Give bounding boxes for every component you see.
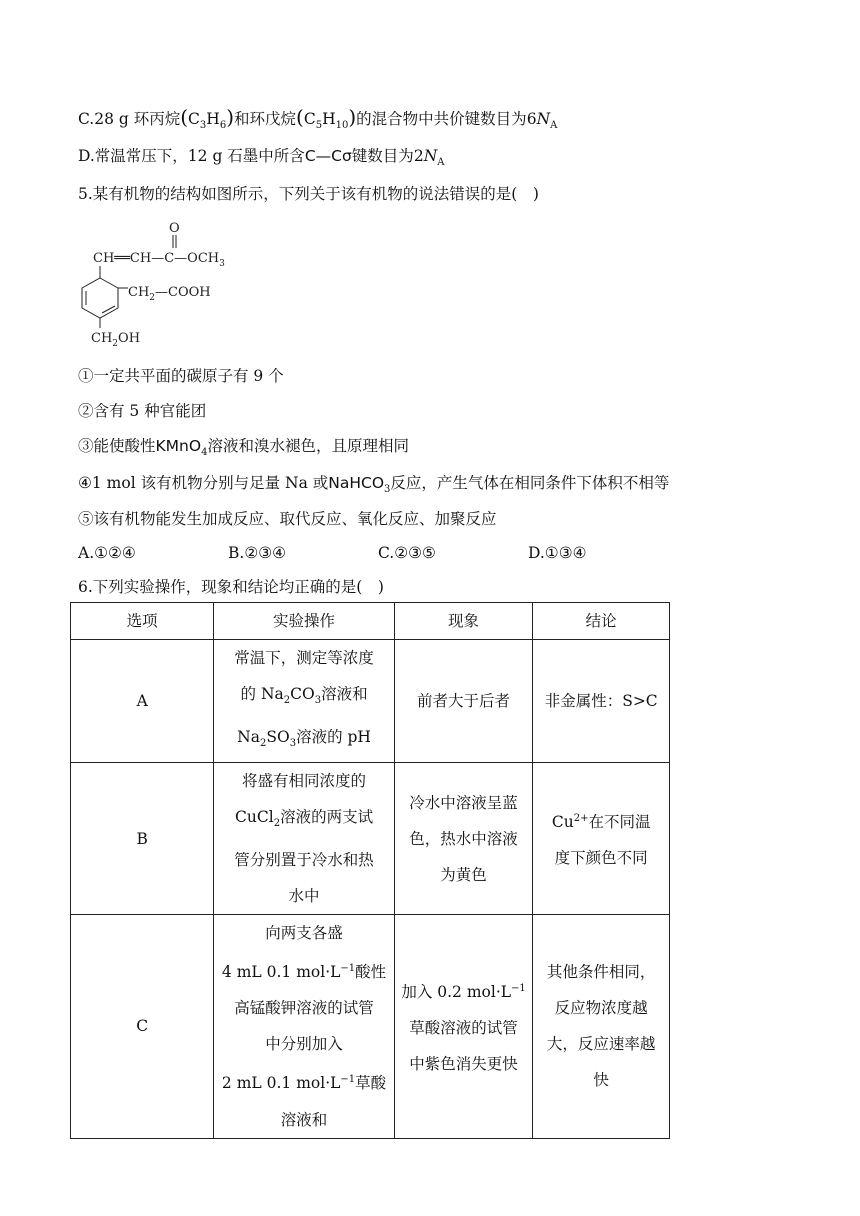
header-operation: 实验操作 <box>214 603 394 640</box>
choice-d[interactable]: D.①③④ <box>528 544 587 562</box>
sub: A <box>550 120 558 132</box>
row-c-option: C <box>71 915 214 1138</box>
option-c-text-c: 的混合物中共价键数目为 <box>356 110 527 128</box>
experiment-table <box>70 602 670 1139</box>
table-row <box>71 640 670 763</box>
number: 6 <box>526 110 537 128</box>
choice-b[interactable]: B.②③④ <box>228 544 287 562</box>
side-chain: $CH_2—COOH$ <box>128 285 211 303</box>
row-b-conclusion: $Cu^{2+}$在不同温 度下颜色不同 <box>533 763 670 915</box>
header-option: 选项 <box>71 603 214 640</box>
sub: 3 <box>199 120 207 132</box>
header-conclusion: 结论 <box>533 603 670 640</box>
question-6-stem: 6.下列实验操作，现象和结论均正确的是( ) <box>78 578 384 596</box>
statement-2: ②含有 5 种官能团 <box>78 402 207 420</box>
row-c-operation: 向两支各盛 4 mL 0.1 $mol\cdot L^{-1}$酸性 高锰酸钾溶液的试管 中分别加入 2 mL 0.1 $mol\cdot L^{-1}$草酸 溶液和 <box>214 915 394 1138</box>
sub: 5 <box>315 120 323 132</box>
row-a-phenomenon: 前者大于后者 <box>394 640 533 763</box>
carbonyl-o: O <box>169 221 180 236</box>
row-c-phenomenon: 加入 0.2 $mol\cdot L^{-1}$ 草酸溶液的试管 中紫色消失更快 <box>394 915 533 1138</box>
row-b-option: B <box>71 763 214 915</box>
statement-3: ③能使酸性KMnO$_4$溶液和溴水褪色，且原理相同 <box>78 437 409 459</box>
question-5-stem: 5.某有机物的结构如图所示，下列关于该有机物的说法错误的是( ) <box>78 185 539 203</box>
option-d-text-a: D.常温常压下，12 g 石墨中所含 <box>78 147 305 165</box>
number: 2 <box>413 147 424 165</box>
bond-label: C—Cσ <box>304 147 352 165</box>
table-row <box>71 915 670 1138</box>
choice-c[interactable]: C.②③⑤ <box>378 544 436 562</box>
table-row <box>71 763 670 915</box>
option-c-text-a: C.28 g 环丙烷 <box>78 110 181 128</box>
row-c-conclusion: 其他条件相同， 反应物浓度越 大，反应速率越 快 <box>533 915 670 1138</box>
hydroxymethyl: $CH_2OH$ <box>91 331 141 348</box>
statement-5: ⑤该有机物能发生加成反应、取代反应、氧化反应、加聚反应 <box>78 510 497 528</box>
sub: 6 <box>219 120 227 132</box>
choice-a[interactable]: A.①②④ <box>78 544 136 562</box>
statement-1: ①一定共平面的碳原子有 9 个 <box>78 367 284 385</box>
statement-4: ④1 mol 该有机物分别与足量 Na 或NaHCO$_3$反应，产生气体在相同条件下体积不相等 <box>78 474 670 496</box>
molecule-structure <box>80 218 250 348</box>
row-a-conclusion: 非金属性：S>C <box>533 640 670 763</box>
avogadro-symbol: N <box>423 147 438 165</box>
row-b-operation: 将盛有相同浓度的 CuCl$_2$溶液的两支试 管分别置于冷水和热 水中 <box>214 763 394 915</box>
header-phenomenon: 现象 <box>394 603 533 640</box>
avogadro-symbol: N <box>536 110 551 128</box>
formula-h: H <box>206 110 220 128</box>
row-b-phenomenon: 冷水中溶液呈蓝 色，热水中溶液 为黄色 <box>394 763 533 915</box>
option-d-text-c: 键数目为 <box>351 147 414 165</box>
option-d <box>78 145 444 174</box>
formula-c: C <box>188 110 200 128</box>
row-a-operation: 常温下，测定等浓度 的 $Na_2CO_3$溶液和 $Na_2SO_3$溶液的 pH <box>214 640 394 763</box>
option-c: C.28 g 环丙烷$(C_3H_6)$和环戊烷$(C_5H_{10})$的混合物中共价键数目为$6N_A$ <box>78 105 558 132</box>
option-c-text-b: 和环戊烷 <box>234 110 297 128</box>
formula-c: C <box>303 110 316 128</box>
formula-h: H <box>322 110 336 128</box>
sub: A <box>437 157 445 169</box>
row-a-option: A <box>71 640 214 763</box>
sub: 10 <box>335 120 349 132</box>
vinyl-ester-chain: $CH══CH—C—OCH_3$ <box>93 251 225 269</box>
table-header-row <box>71 603 670 640</box>
